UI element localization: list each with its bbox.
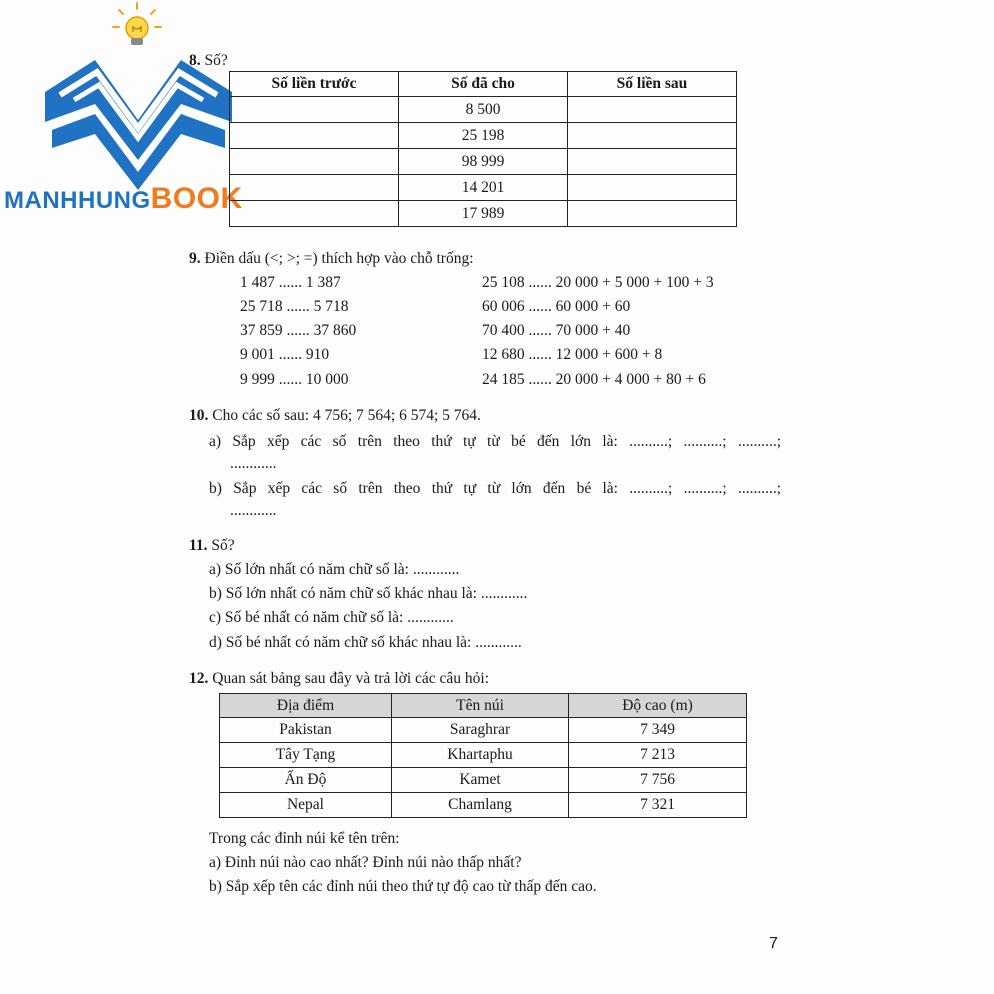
q11-item: b) Số lớn nhất có năm chữ số khác nhau là: ............ <box>209 585 528 602</box>
table-cell: 17 989 <box>399 201 568 227</box>
q8-number: 8. <box>189 52 201 69</box>
q10-item-a-cont: ............ <box>230 455 277 472</box>
table-header: Số liền trước <box>230 72 399 97</box>
q12-intro: Trong các đỉnh núi kể tên trên: <box>209 830 400 847</box>
table-header: Địa điểm <box>220 694 392 718</box>
logo-text-book: BOOK <box>150 182 243 215</box>
q9-item: 70 400 ...... 70 000 + 40 <box>482 322 631 339</box>
q12-heading <box>189 670 489 688</box>
table-header: Số liền sau <box>568 72 737 97</box>
table-cell: Ấn Độ <box>220 768 392 793</box>
logo-text-manhhung: MANHHUNG <box>4 187 151 214</box>
lightbulb-icon <box>113 3 161 45</box>
q10-item-b: b) Sắp xếp các số trên theo thứ tự từ lớn đến bé là: ..........; ..........; ..........; <box>209 480 781 497</box>
q11-item: c) Số bé nhất có năm chữ số là: ............ <box>209 609 454 626</box>
table-cell: 7 756 <box>569 768 747 793</box>
table-cell: 25 198 <box>399 123 568 149</box>
table-cell: Khartaphu <box>392 743 569 768</box>
table-row <box>230 123 737 149</box>
q9-number: 9. <box>189 250 201 267</box>
q9-item: 12 680 ...... 12 000 + 600 + 8 <box>482 346 663 363</box>
q9-item: 25 108 ...... 20 000 + 5 000 + 100 + 3 <box>482 274 714 291</box>
q9-item: 9 001 ...... 910 <box>240 346 330 363</box>
table-header-row <box>220 694 747 718</box>
open-book-icon <box>45 60 232 190</box>
q11-number: 11. <box>189 537 208 554</box>
q10-heading <box>189 407 481 425</box>
table-cell[interactable] <box>230 175 399 201</box>
table-cell[interactable] <box>568 175 737 201</box>
table-row <box>230 175 737 201</box>
table-header: Số đã cho <box>399 72 568 97</box>
table-cell: Tây Tạng <box>220 743 392 768</box>
q12-item-b: b) Sắp xếp tên các đỉnh núi theo thứ tự độ cao từ thấp đến cao. <box>209 878 597 895</box>
table-row <box>220 793 747 818</box>
q12-table <box>219 693 747 818</box>
q10-title: Cho các số sau: 4 756; 7 564; 6 574; 5 764. <box>212 407 481 424</box>
table-header-row <box>230 72 737 97</box>
table-row <box>220 718 747 743</box>
table-cell[interactable] <box>230 201 399 227</box>
q12-title: Quan sát bảng sau đây và trả lời các câu hỏi: <box>212 670 490 687</box>
table-cell: 7 349 <box>569 718 747 743</box>
table-cell[interactable] <box>568 97 737 123</box>
table-cell[interactable] <box>230 149 399 175</box>
table-cell: Saraghrar <box>392 718 569 743</box>
q11-title: Số? <box>211 537 235 554</box>
table-row <box>220 743 747 768</box>
table-cell[interactable] <box>230 123 399 149</box>
table-row <box>230 97 737 123</box>
q12-number: 12. <box>189 670 209 687</box>
table-header: Tên núi <box>392 694 569 718</box>
q11-item: d) Số bé nhất có năm chữ số khác nhau là: ............ <box>209 634 522 651</box>
table-cell: Pakistan <box>220 718 392 743</box>
table-cell[interactable] <box>568 201 737 227</box>
table-cell: 98 999 <box>399 149 568 175</box>
q10-item-b-cont: ............ <box>230 502 277 519</box>
q9-item: 24 185 ...... 20 000 + 4 000 + 80 + 6 <box>482 371 706 388</box>
q9-item: 37 859 ...... 37 860 <box>240 322 357 339</box>
table-cell[interactable] <box>230 97 399 123</box>
q8-title: Số? <box>204 52 228 69</box>
table-row <box>230 149 737 175</box>
table-cell[interactable] <box>568 123 737 149</box>
table-cell: 14 201 <box>399 175 568 201</box>
table-cell: 8 500 <box>399 97 568 123</box>
table-cell: Kamet <box>392 768 569 793</box>
q8-heading <box>189 52 228 70</box>
table-cell: 7 213 <box>569 743 747 768</box>
q9-item: 1 487 ...... 1 387 <box>240 274 341 291</box>
q11-item: a) Số lớn nhất có năm chữ số là: ............ <box>209 561 460 578</box>
q11-heading <box>189 537 235 555</box>
q12-item-a: a) Đỉnh núi nào cao nhất? Đỉnh núi nào thấp nhất? <box>209 854 522 871</box>
q8-table <box>229 71 737 227</box>
q9-item: 60 006 ...... 60 000 + 60 <box>482 298 631 315</box>
table-row <box>220 768 747 793</box>
table-header: Độ cao (m) <box>569 694 747 718</box>
q10-number: 10. <box>189 407 209 424</box>
q10-item-a: a) Sắp xếp các số trên theo thứ tự từ bé đến lớn là: ..........; ..........; ..........; <box>209 433 781 450</box>
table-cell: Nepal <box>220 793 392 818</box>
page-number: 7 <box>769 935 778 952</box>
q9-title: Điền dấu (<; >; =) thích hợp vào chỗ trống: <box>204 250 474 267</box>
table-cell: Chamlang <box>392 793 569 818</box>
logo-text <box>4 182 243 216</box>
q9-item: 25 718 ...... 5 718 <box>240 298 349 315</box>
table-cell[interactable] <box>568 149 737 175</box>
table-cell: 7 321 <box>569 793 747 818</box>
q9-heading <box>189 250 474 268</box>
table-row <box>230 201 737 227</box>
q9-item: 9 999 ...... 10 000 <box>240 371 349 388</box>
